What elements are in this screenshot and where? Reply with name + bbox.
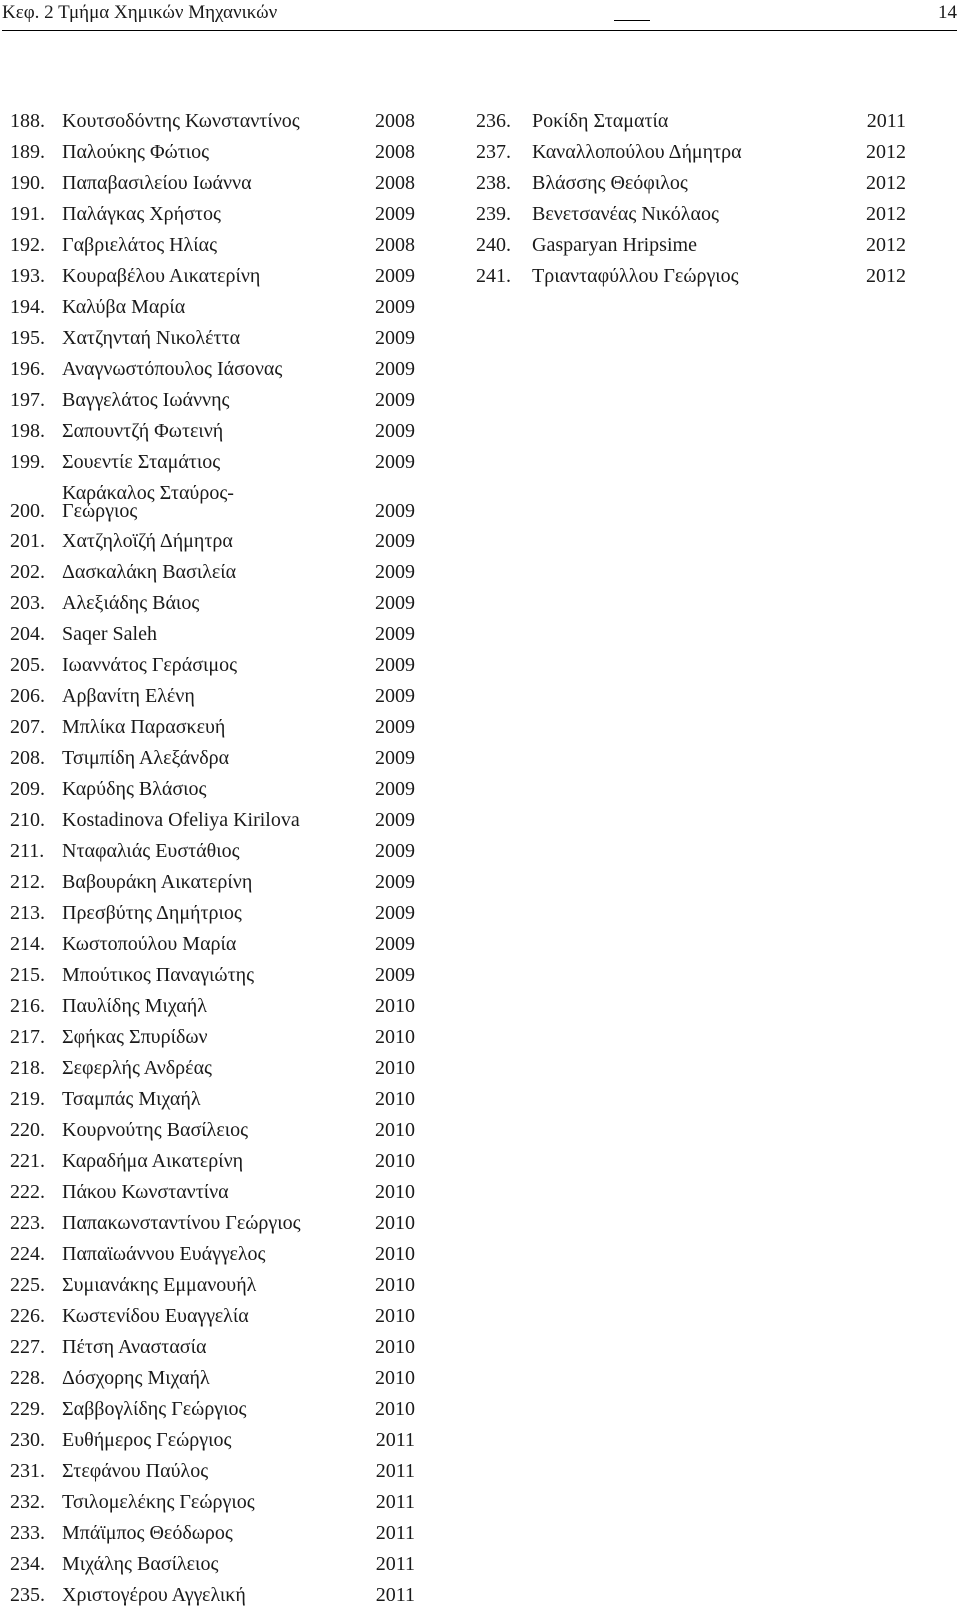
entry-number: 230. xyxy=(10,1429,45,1451)
list-item xyxy=(10,386,415,417)
list-item xyxy=(10,992,415,1023)
list-item xyxy=(10,1271,415,1302)
list-item xyxy=(10,1550,415,1581)
list-item xyxy=(476,200,906,231)
entry-year: 2009 xyxy=(375,840,415,862)
entry-number: 233. xyxy=(10,1522,45,1544)
entry-name: Τσιμπίδη Αλεξάνδρα xyxy=(62,747,230,769)
entry-name: Σεφερλής Ανδρέας xyxy=(62,1057,212,1079)
entry-name: Παλάγκας Χρήστος xyxy=(62,203,221,225)
page-number: 14 xyxy=(938,2,957,23)
entry-number: 231. xyxy=(10,1460,45,1482)
entry-name: Ευθήμερος Γεώργιος xyxy=(62,1429,232,1451)
entry-year: 2011 xyxy=(375,1491,415,1513)
entry-name: Κωστοπούλου Μαρία xyxy=(62,933,237,955)
chapter-title: Κεφ. 2 Τμήμα Χημικών Μηχανικών xyxy=(2,2,278,23)
entry-year: 2009 xyxy=(375,778,415,800)
list-item xyxy=(10,1519,415,1550)
entry-year: 2009 xyxy=(375,203,415,225)
entry-year: 2010 xyxy=(375,1398,415,1420)
entry-name: Μπάϊμπος Θεόδωρος xyxy=(62,1522,233,1544)
list-item xyxy=(10,899,415,930)
list-item xyxy=(476,262,906,293)
entry-year: 2009 xyxy=(375,716,415,738)
right-column-list xyxy=(476,107,906,293)
entry-year: 2009 xyxy=(375,327,415,349)
entry-number: 211. xyxy=(10,840,45,862)
entry-number: 241. xyxy=(476,265,511,287)
entry-name: Τσαμπάς Μιχαήλ xyxy=(62,1088,201,1110)
entry-year: 2008 xyxy=(375,172,415,194)
entry-number: 219. xyxy=(10,1088,45,1110)
entry-name: Αναγνωστόπουλος Ιάσονας xyxy=(62,358,283,380)
page-header xyxy=(2,0,957,31)
entry-name: Πρεσβύτης Δημήτριος xyxy=(62,902,242,924)
entry-year: 2011 xyxy=(866,110,906,132)
entry-name: Καναλλοπούλου Δήμητρα xyxy=(532,141,742,163)
entry-number: 209. xyxy=(10,778,45,800)
list-item xyxy=(10,589,415,620)
entry-year: 2011 xyxy=(375,1553,415,1575)
list-item xyxy=(10,806,415,837)
list-item xyxy=(10,1395,415,1426)
entry-number: 232. xyxy=(10,1491,45,1513)
entry-number: 191. xyxy=(10,203,45,225)
list-item xyxy=(10,713,415,744)
entry-name: Δασκαλάκη Βασιλεία xyxy=(62,561,237,583)
entry-name: Saqer Saleh xyxy=(62,623,157,645)
entry-number: 204. xyxy=(10,623,45,645)
entry-year: 2009 xyxy=(375,685,415,707)
entry-number: 213. xyxy=(10,902,45,924)
entry-name: Καρύδης Βλάσιος xyxy=(62,778,207,800)
entry-number: 215. xyxy=(10,964,45,986)
entry-number: 222. xyxy=(10,1181,45,1203)
entry-name: Μπούτικος Παναγιώτης xyxy=(62,964,255,986)
entry-number: 220. xyxy=(10,1119,45,1141)
entry-name: Κωστενίδου Ευαγγελία xyxy=(62,1305,249,1327)
entry-year: 2008 xyxy=(375,110,415,132)
entry-year: 2008 xyxy=(375,141,415,163)
entry-name: Παπακωνσταντίνου Γεώργιος xyxy=(62,1212,301,1234)
entry-number: 235. xyxy=(10,1584,45,1606)
list-item xyxy=(10,558,415,589)
entry-year: 2010 xyxy=(375,1367,415,1389)
entry-name: Συμιανάκης Εμμανουήλ xyxy=(62,1274,257,1296)
entry-number: 216. xyxy=(10,995,45,1017)
entry-number: 221. xyxy=(10,1150,45,1172)
entry-name: Στεφάνου Παύλος xyxy=(62,1460,209,1482)
list-item xyxy=(10,417,415,448)
entry-name: Βαγγελάτος Ιωάννης xyxy=(62,389,230,411)
entry-number: 194. xyxy=(10,296,45,318)
entry-year: 2009 xyxy=(375,871,415,893)
entry-name: Σαπουντζή Φωτεινή xyxy=(62,420,224,442)
list-item xyxy=(10,620,415,651)
entry-number: 208. xyxy=(10,747,45,769)
entry-name: Παπαβασιλείου Ιωάννα xyxy=(62,172,252,194)
entry-year: 2009 xyxy=(375,592,415,614)
entry-year: 2009 xyxy=(375,420,415,442)
entry-year: 2008 xyxy=(375,234,415,256)
list-item xyxy=(10,1085,415,1116)
list-item xyxy=(10,107,415,138)
entry-name: Βλάσσης Θεόφιλος xyxy=(532,172,688,194)
list-item xyxy=(10,1147,415,1178)
list-item xyxy=(476,231,906,262)
entry-name: Πάκου Κωνσταντίνα xyxy=(62,1181,229,1203)
entry-name: Αλεξιάδης Βάιος xyxy=(62,592,200,614)
list-item xyxy=(10,355,415,386)
entry-name: Μιχάλης Βασίλειος xyxy=(62,1553,219,1575)
entry-year: 2011 xyxy=(375,1460,415,1482)
entry-name: Παυλίδης Μιχαήλ xyxy=(62,995,207,1017)
entry-year: 2012 xyxy=(866,234,906,256)
list-item xyxy=(10,1054,415,1085)
list-item xyxy=(10,1457,415,1488)
list-item xyxy=(10,169,415,200)
list-item xyxy=(10,448,415,479)
entry-year: 2012 xyxy=(866,141,906,163)
list-item xyxy=(10,1488,415,1519)
entry-year: 2011 xyxy=(375,1429,415,1451)
entry-name: Gasparyan Hripsime xyxy=(532,234,697,256)
entry-name: Χριστογέρου Αγγελική xyxy=(62,1584,246,1606)
entry-year: 2009 xyxy=(375,296,415,318)
entry-number: 193. xyxy=(10,265,45,287)
entry-name: Μπλίκα Παρασκευή xyxy=(62,716,226,738)
entry-number: 205. xyxy=(10,654,45,676)
entry-year: 2010 xyxy=(375,1336,415,1358)
entry-year: 2009 xyxy=(375,451,415,473)
entry-number: 212. xyxy=(10,871,45,893)
entry-name: Τριανταφύλλου Γεώργιος xyxy=(532,265,739,287)
entry-number: 223. xyxy=(10,1212,45,1234)
entry-name: Παπαϊωάννου Ευάγγελος xyxy=(62,1243,266,1265)
entry-name: Νταφαλιάς Ευστάθιος xyxy=(62,840,240,862)
list-item xyxy=(10,930,415,961)
entry-year: 2010 xyxy=(375,1119,415,1141)
entry-name: Βαβουράκη Αικατερίνη xyxy=(62,871,253,893)
entry-name: Γεώργιος xyxy=(62,500,138,522)
entry-number: 226. xyxy=(10,1305,45,1327)
entry-name: Χατζηλοϊζή Δήμητρα xyxy=(62,530,233,552)
list-item xyxy=(10,837,415,868)
entry-number: 228. xyxy=(10,1367,45,1389)
entry-number: 239. xyxy=(476,203,511,225)
entry-number: 224. xyxy=(10,1243,45,1265)
entry-name: Δόσχορης Μιχαήλ xyxy=(62,1367,210,1389)
entry-year: 2009 xyxy=(375,747,415,769)
list-item xyxy=(476,107,906,138)
entry-name: Χατζηνταή Νικολέττα xyxy=(62,327,241,349)
list-item xyxy=(10,744,415,775)
entry-year: 2010 xyxy=(375,995,415,1017)
entry-number: 203. xyxy=(10,592,45,614)
entry-year: 2009 xyxy=(375,389,415,411)
list-item xyxy=(10,262,415,293)
list-item xyxy=(10,527,415,558)
entry-number: 198. xyxy=(10,420,45,442)
entry-number: 201. xyxy=(10,530,45,552)
list-item xyxy=(10,1023,415,1054)
list-item xyxy=(10,651,415,682)
list-item xyxy=(10,775,415,806)
list-item xyxy=(10,1240,415,1271)
entry-number: 202. xyxy=(10,561,45,583)
entry-year: 2010 xyxy=(375,1181,415,1203)
left-column-list xyxy=(10,107,415,1612)
entry-number: 207. xyxy=(10,716,45,738)
entry-year: 2010 xyxy=(375,1305,415,1327)
entry-year: 2010 xyxy=(375,1150,415,1172)
entry-number: 240. xyxy=(476,234,511,256)
entry-number: 206. xyxy=(10,685,45,707)
entry-number: 214. xyxy=(10,933,45,955)
entry-name: Καλύβα Μαρία xyxy=(62,296,186,318)
entry-name: Αρβανίτη Ελένη xyxy=(62,685,195,707)
entry-year: 2012 xyxy=(866,203,906,225)
entry-year: 2012 xyxy=(866,172,906,194)
entry-year: 2010 xyxy=(375,1088,415,1110)
entry-number: 238. xyxy=(476,172,511,194)
entry-year: 2012 xyxy=(866,265,906,287)
entry-year: 2009 xyxy=(375,809,415,831)
entry-year: 2011 xyxy=(375,1522,415,1544)
list-item xyxy=(10,1364,415,1395)
list-item xyxy=(10,200,415,231)
entry-year: 2010 xyxy=(375,1274,415,1296)
entry-number: 237. xyxy=(476,141,511,163)
entry-name-line1: Καράκαλος Σταύρος- xyxy=(62,482,234,504)
entry-name: Κουρνούτης Βασίλειος xyxy=(62,1119,249,1141)
entry-number: 218. xyxy=(10,1057,45,1079)
list-item xyxy=(476,169,906,200)
list-item xyxy=(10,1426,415,1457)
entry-number: 189. xyxy=(10,141,45,163)
list-item xyxy=(10,1209,415,1240)
entry-name: Βενετσανέας Νικόλαος xyxy=(532,203,719,225)
list-item xyxy=(10,868,415,899)
entry-number: 225. xyxy=(10,1274,45,1296)
entry-number: 210. xyxy=(10,809,45,831)
entry-number: 217. xyxy=(10,1026,45,1048)
list-item xyxy=(10,961,415,992)
list-item xyxy=(10,324,415,355)
entry-number: 234. xyxy=(10,1553,45,1575)
entry-year: 2009 xyxy=(375,561,415,583)
entry-number: 227. xyxy=(10,1336,45,1358)
entry-number: 188. xyxy=(10,110,45,132)
entry-year: 2010 xyxy=(375,1026,415,1048)
entry-year: 2009 xyxy=(375,358,415,380)
list-item xyxy=(10,1333,415,1364)
entry-year: 2010 xyxy=(375,1212,415,1234)
entry-year: 2009 xyxy=(375,964,415,986)
list-item xyxy=(10,293,415,324)
entry-number: 200. xyxy=(10,500,45,522)
list-item xyxy=(10,1116,415,1147)
entry-number: 195. xyxy=(10,327,45,349)
entry-year: 2009 xyxy=(375,654,415,676)
list-item xyxy=(10,138,415,169)
entry-name: Καραδήμα Αικατερίνη xyxy=(62,1150,244,1172)
entry-name: Kostadinova Ofeliya Kirilova xyxy=(62,809,300,831)
list-item xyxy=(10,1581,415,1612)
header-rule xyxy=(614,20,650,21)
entry-name: Σφήκας Σπυρίδων xyxy=(62,1026,208,1048)
entry-name: Γαβριελάτος Ηλίας xyxy=(62,234,218,256)
entry-name: Παλούκης Φώτιος xyxy=(62,141,210,163)
entry-name: Πέτση Αναστασία xyxy=(62,1336,207,1358)
list-item xyxy=(10,1178,415,1209)
entry-number: 197. xyxy=(10,389,45,411)
entry-name: Τσιλομελέκης Γεώργιος xyxy=(62,1491,255,1513)
list-item xyxy=(10,479,415,527)
list-item xyxy=(10,1302,415,1333)
entry-number: 229. xyxy=(10,1398,45,1420)
entry-year: 2010 xyxy=(375,1057,415,1079)
entry-name: Ιωαννάτος Γεράσιμος xyxy=(62,654,238,676)
entry-number: 190. xyxy=(10,172,45,194)
list-item xyxy=(10,231,415,262)
entry-year: 2009 xyxy=(375,623,415,645)
entry-number: 192. xyxy=(10,234,45,256)
entry-year: 2010 xyxy=(375,1243,415,1265)
entry-number: 196. xyxy=(10,358,45,380)
entry-year: 2009 xyxy=(375,933,415,955)
entry-name: Κουραβέλου Αικατερίνη xyxy=(62,265,261,287)
entry-name: Σουεντίε Σταμάτιος xyxy=(62,451,221,473)
entry-year: 2011 xyxy=(375,1584,415,1606)
entry-year: 2009 xyxy=(375,530,415,552)
entry-number: 199. xyxy=(10,451,45,473)
entry-year: 2009 xyxy=(375,902,415,924)
entry-year: 2009 xyxy=(375,500,415,522)
entry-name: Ροκίδη Σταματία xyxy=(532,110,669,132)
entry-name: Κουτσοδόντης Κωνσταντίνος xyxy=(62,110,300,132)
list-item xyxy=(476,138,906,169)
list-item xyxy=(10,682,415,713)
entry-number: 236. xyxy=(476,110,511,132)
entry-name: Σαββογλίδης Γεώργιος xyxy=(62,1398,247,1420)
entry-year: 2009 xyxy=(375,265,415,287)
